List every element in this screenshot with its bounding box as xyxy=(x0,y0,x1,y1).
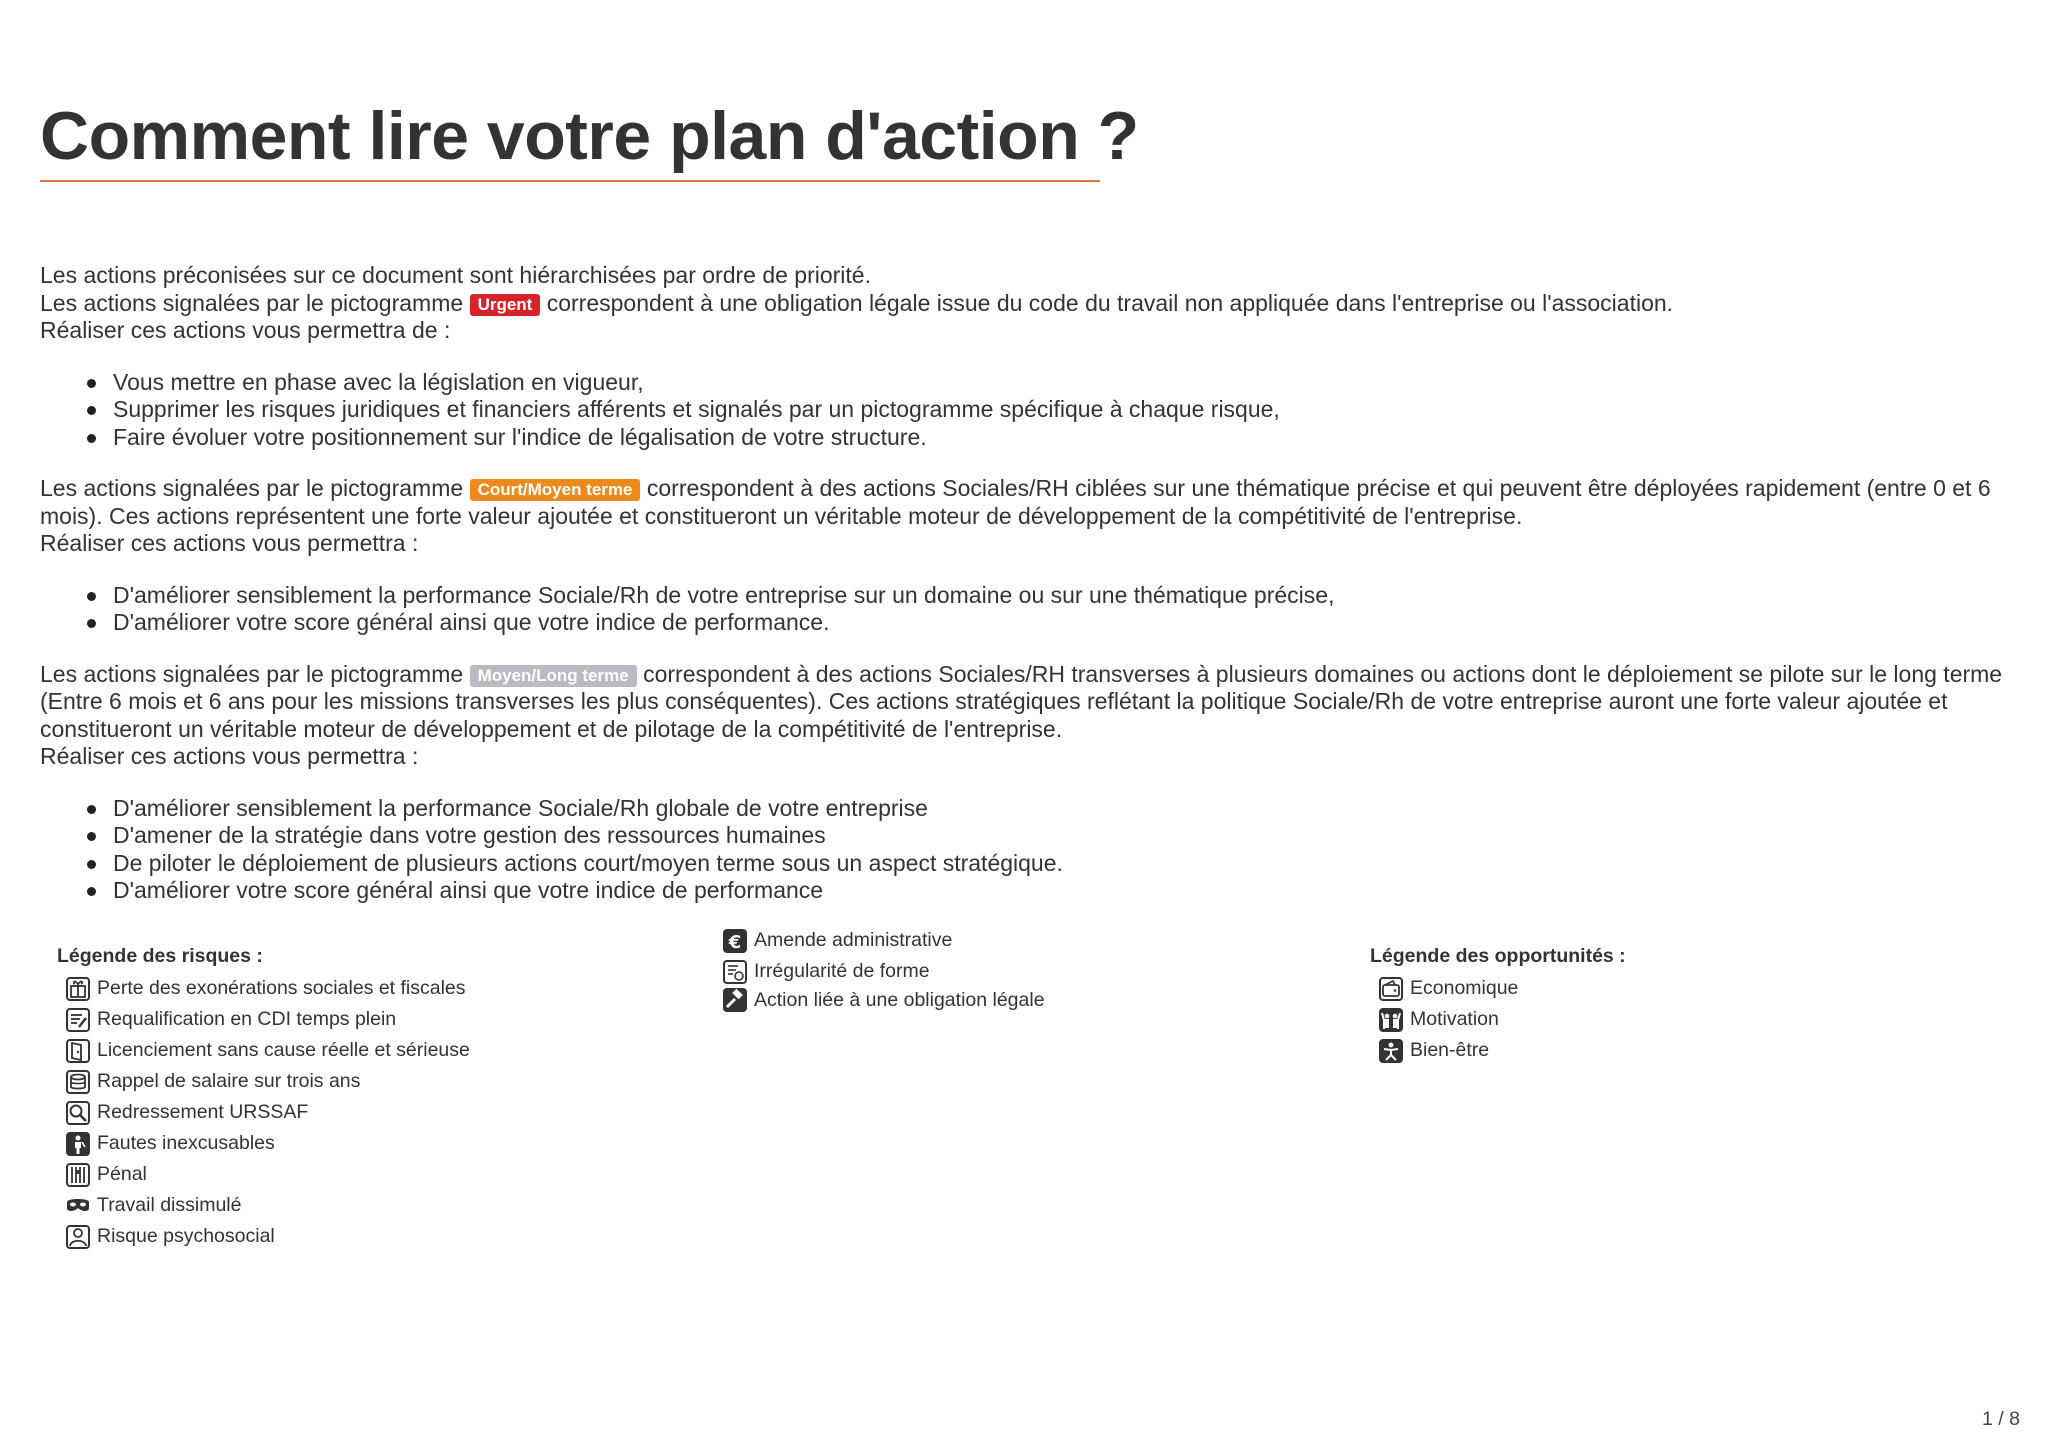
wallet-icon xyxy=(1378,976,1404,1002)
prison-icon xyxy=(65,1162,91,1188)
urgent-badge: Urgent xyxy=(470,294,541,316)
court-bullet-list xyxy=(40,582,2015,637)
legend-item xyxy=(1378,1004,1626,1035)
legend-label: Redressement URSSAF xyxy=(97,1101,309,1123)
long-bullet-list xyxy=(40,795,2015,905)
legend-item xyxy=(722,987,1045,1013)
urgent-text-before: Les actions signalées par le pictogramme xyxy=(40,289,464,316)
person-stress-icon xyxy=(65,1224,91,1250)
gavel-icon xyxy=(722,987,748,1013)
page-number: 1 / 8 xyxy=(1982,1408,2020,1430)
list-item: D'améliorer sensiblement la performance Sociale/Rh de votre entreprise sur un domaine ou sur une thématique précise, xyxy=(113,582,2015,610)
legend-risques-title: Légende des risques : xyxy=(57,945,263,967)
legend-item xyxy=(722,925,1045,956)
contract-icon xyxy=(65,1007,91,1033)
list-item: Faire évoluer votre positionnement sur l'indice de légalisation de votre structure. xyxy=(113,424,2015,452)
legend-label: Pénal xyxy=(97,1163,147,1185)
long-text-after: correspondent à des actions Sociales/RH transverses à plusieurs domaines ou actions dont le déploiement se pilote sur le long terme (Entre 6 mois et 6 ans pour les missions transverses les plus conséquentes). Ces actions stratégiques reflétant la politique Sociale/Rh de votre entreprise auront une forte valeur ajoutée et constitueront un véritable moteur de développement et de pilotage de la compétitivité de l'entreprise. xyxy=(40,660,2003,742)
legend-item xyxy=(65,1035,470,1066)
legend-label: Motivation xyxy=(1410,1008,1499,1030)
legend-item xyxy=(65,973,470,1004)
list-item: Vous mettre en phase avec la législation en vigueur, xyxy=(113,369,2015,397)
intro-line: Les actions préconisées sur ce document sont hiérarchisées par ordre de priorité. xyxy=(40,262,871,288)
legend-opportunites xyxy=(1370,943,1626,1066)
gift-icon xyxy=(65,976,91,1002)
court-text-before: Les actions signalées par le pictogramme xyxy=(40,475,464,501)
realiser-line: Réaliser ces actions vous permettra de : xyxy=(40,317,451,343)
legend-label: Requalification en CDI temps plein xyxy=(97,1008,397,1030)
long-paragraph xyxy=(40,661,2015,744)
urgent-paragraph xyxy=(40,290,2015,318)
legend-item xyxy=(722,956,1045,987)
legend-opportunites-title: Légende des opportunités : xyxy=(1370,945,1626,967)
legend-item xyxy=(1378,973,1626,1004)
magnifier-icon xyxy=(65,1100,91,1126)
legend-item xyxy=(65,1097,470,1128)
urgent-bullet-list xyxy=(40,369,2015,452)
legend-label: Irrégularité de forme xyxy=(754,960,930,982)
urgent-text-after: correspondent à une obligation légale issue du code du travail non appliquée dans l'entreprise ou l'association. xyxy=(546,289,1674,316)
realiser-line: Réaliser ces actions vous permettra : xyxy=(40,530,419,556)
svg-text:€: € xyxy=(728,931,742,953)
long-text-before: Les actions signalées par le pictogramme xyxy=(40,660,464,687)
court-moyen-badge: Court/Moyen terme xyxy=(470,479,641,501)
legend-label: Licenciement sans cause réelle et sérieuse xyxy=(97,1039,470,1061)
legend-item xyxy=(65,1221,470,1252)
legend-label: Perte des exonérations sociales et fiscales xyxy=(97,977,466,999)
list-item: D'améliorer votre score général ainsi que votre indice de performance xyxy=(113,877,2015,905)
list-item: D'améliorer sensiblement la performance Sociale/Rh globale de votre entreprise xyxy=(113,795,2015,823)
legend-label: Rappel de salaire sur trois ans xyxy=(97,1070,361,1092)
legend-label: Risque psychosocial xyxy=(97,1225,275,1247)
title-block xyxy=(40,96,1139,182)
legend-item xyxy=(65,1190,470,1221)
document-stamp-icon xyxy=(722,959,748,985)
page-title: Comment lire votre plan d'action ? xyxy=(40,98,1139,174)
legend-label: Amende administrative xyxy=(754,929,953,951)
euro-icon xyxy=(722,928,748,954)
legend-item xyxy=(1378,1035,1626,1066)
relax-icon xyxy=(1378,1038,1404,1064)
legend-label: Travail dissimulé xyxy=(97,1194,242,1216)
legend-label: Bien-être xyxy=(1410,1039,1490,1061)
injured-person-icon xyxy=(65,1131,91,1157)
legend-risques xyxy=(57,943,470,1252)
legend-item xyxy=(65,1128,470,1159)
title-underline xyxy=(40,180,1100,182)
realiser-line: Réaliser ces actions vous permettra : xyxy=(40,743,419,769)
legend-item xyxy=(65,1066,470,1097)
mask-icon xyxy=(65,1193,91,1219)
list-item: D'amener de la stratégie dans votre gestion des ressources humaines xyxy=(113,822,2015,850)
list-item: De piloter le déploiement de plusieurs actions court/moyen terme sous un aspect stratégique. xyxy=(113,850,2015,878)
legend-label: Fautes inexcusables xyxy=(97,1132,275,1154)
moyen-long-badge: Moyen/Long terme xyxy=(470,665,637,687)
legend-label: Action liée à une obligation légale xyxy=(754,988,1045,1011)
court-text-after: correspondent à des actions Sociales/RH ciblées sur une thématique précise et qui peuvent être déployées rapidement (entre 0 et 6 mois). Ces actions représentent une forte valeur ajoutée et constitueront un véritable moteur de développement de la compétitivité de l'entreprise. xyxy=(40,475,1991,529)
door-icon xyxy=(65,1038,91,1064)
main-content xyxy=(40,262,2015,929)
court-paragraph xyxy=(40,475,2015,530)
legend-item xyxy=(65,1159,470,1190)
list-item: D'améliorer votre score général ainsi que votre indice de performance. xyxy=(113,609,2015,637)
legend-label: Economique xyxy=(1410,977,1519,999)
legend-middle xyxy=(722,925,1045,1013)
legend-item xyxy=(65,1004,470,1035)
people-raised-icon xyxy=(1378,1007,1404,1033)
coins-icon xyxy=(65,1069,91,1095)
list-item: Supprimer les risques juridiques et financiers afférents et signalés par un pictogramme spécifique à chaque risque, xyxy=(113,396,2015,424)
